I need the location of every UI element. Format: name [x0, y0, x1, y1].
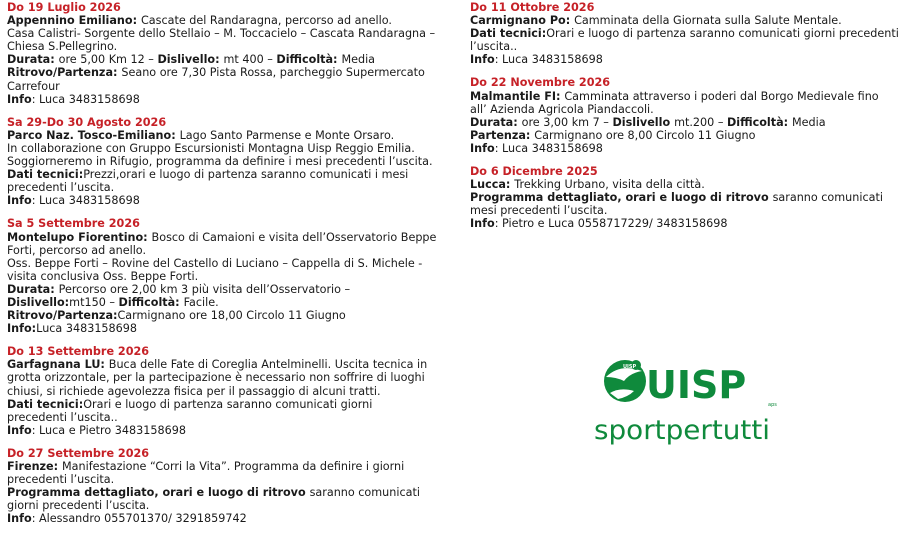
event-line: [470, 40, 915, 53]
left-event: [7, 345, 455, 437]
left-event: [7, 447, 455, 526]
event-text: : Alessandro 055701370/ 3291859742: [31, 512, 247, 526]
uisp-logo: [590, 357, 780, 457]
event-text: Media: [792, 115, 826, 129]
bold-label: Info: [7, 92, 32, 106]
event-text: Facile.: [183, 295, 219, 309]
event-text: Casa Calistri- Sorgente dello Stellaio – M. Toccacielo – Cascata Randaragna –: [7, 27, 436, 41]
event-text: l’uscita..: [470, 40, 518, 54]
bold-label: Lucca:: [470, 178, 515, 192]
event-line: [470, 90, 915, 103]
left-column: [7, 1, 455, 535]
event-line: [7, 398, 455, 411]
bold-label: Garfagnana LU:: [7, 358, 109, 372]
event-line: [7, 168, 455, 181]
right-column: [470, 1, 915, 241]
event-line: [7, 371, 455, 384]
event-text: Carrefour: [7, 79, 60, 93]
event-line: [7, 270, 455, 283]
event-line: [7, 283, 455, 296]
event-text: giorni precedenti l’uscita.: [7, 499, 150, 513]
event-text: Seano ore 7,30 Pista Rossa, parcheggio Supermercato: [121, 66, 425, 80]
event-date: Sa 29-Do 30 Agosto 2026: [7, 115, 167, 129]
bold-label: Dati tecnici:: [7, 168, 84, 182]
event-line: [470, 103, 915, 116]
bold-label: Difficoltà:: [118, 295, 184, 309]
event-text: grotta orizzontale, per la partecipazione è necessario non soffrire di luoghi: [7, 371, 425, 385]
event-text: Orari e luogo di partenza saranno comunicati giorni: [83, 397, 373, 411]
event-text: Manifestazione “Corri la Vita”. Programma da definire i giorni: [62, 460, 405, 473]
bold-label: Ritrovo/Partenza:: [7, 309, 118, 323]
bold-label: Dislivello:: [157, 53, 224, 67]
event-text: precedenti l’uscita..: [7, 410, 118, 424]
event-line: [7, 296, 455, 309]
right-event: [470, 76, 915, 155]
event-text: Orari e luogo di partenza saranno comunicati giorni precedenti: [546, 27, 899, 41]
event-line: [7, 27, 455, 40]
bold-label: Info: [7, 423, 32, 437]
event-text: Bosco di Camaioni e visita dell’Osservatorio Beppe: [151, 230, 437, 244]
event-text: Soggiorneremo in Rifugio, programma da definire i mesi precedenti l’uscita.: [7, 155, 433, 169]
event-line: [7, 181, 455, 194]
event-line: [7, 129, 455, 142]
event-line: [7, 231, 455, 244]
bold-label: Difficoltà:: [276, 53, 342, 67]
event-text: ore 5,00 Km 12 –: [58, 53, 158, 67]
event-line: [7, 322, 455, 335]
bold-label: Programma dettagliato, orari e luogo di ritrovo: [7, 486, 310, 500]
left-event: [7, 217, 455, 335]
event-line: [470, 27, 915, 40]
event-line: [7, 499, 455, 512]
event-text: : Luca 3483158698: [31, 92, 140, 106]
bold-label: Info: [470, 53, 495, 67]
runner-emblem-icon: [604, 360, 646, 402]
event-line: [7, 80, 455, 93]
bold-label: Parco Naz. Tosco-Emiliano:: [7, 128, 180, 142]
event-text: Media: [341, 53, 376, 67]
event-text: Cascate del Randaragna, percorso ad anello.: [140, 14, 392, 28]
event-line: [470, 142, 915, 155]
bold-label: Durata:: [470, 115, 522, 129]
event-line: [7, 486, 455, 499]
event-line: [7, 385, 455, 398]
event-line: [7, 309, 455, 322]
event-text: : Luca 3483158698: [494, 141, 603, 155]
event-text: precedenti l’uscita.: [7, 473, 115, 487]
logo-aps: aps: [768, 402, 777, 408]
bold-label: Appennino Emiliano:: [7, 14, 141, 28]
event-text: Percorso ore 2,00 km 3 più visita dell’Osservatorio –: [58, 282, 351, 296]
event-line: [470, 178, 915, 191]
event-line: [7, 93, 455, 106]
event-text: Luca 3483158698: [36, 322, 138, 336]
bold-label: Info: [7, 512, 32, 526]
event-text: all’ Azienda Agricola Piandaccoli.: [470, 102, 654, 116]
bold-label: Info: [470, 217, 495, 231]
event-date: Sa 5 Settembre 2026: [7, 217, 140, 231]
logo-tagline: sportpertutti: [594, 415, 770, 446]
bold-label: Dislivello: [612, 115, 675, 129]
bold-label: Firenze:: [7, 460, 63, 473]
event-text: mt150 –: [69, 295, 119, 309]
event-text: Prezzi,orari e luogo di partenza saranno comunicati i mesi: [83, 168, 409, 182]
right-event: [470, 1, 915, 66]
logo-wordmark: UISP: [646, 363, 747, 407]
event-text: Carmignano ore 18,00 Circolo 11 Giugno: [117, 309, 346, 323]
bold-label: Ritrovo/Partenza:: [7, 66, 122, 80]
event-line: [7, 257, 455, 270]
event-text: Lago Santo Parmense e Monte Orsaro.: [179, 128, 395, 142]
event-line: [470, 14, 915, 27]
event-text: In collaborazione con Gruppo Escursionisti Montagna Uisp Reggio Emilia.: [7, 141, 415, 155]
event-line: [7, 473, 455, 486]
bold-label: Durata:: [7, 282, 59, 296]
event-date: Do 22 Novembre 2026: [470, 76, 611, 90]
event-text: mt 400 –: [223, 53, 277, 67]
event-line: [470, 116, 915, 129]
event-text: mt.200 –: [674, 115, 727, 129]
event-text: Forti, percorso ad anello.: [7, 243, 147, 257]
event-line: [7, 424, 455, 437]
bold-label: Malmantile FI:: [470, 89, 565, 103]
event-date: Do 27 Settembre 2026: [7, 446, 150, 460]
event-text: Camminata attraverso i poderi dal Borgo Medievale fino: [564, 89, 879, 103]
event-date: Do 13 Settembre 2026: [7, 345, 150, 359]
event-line: [7, 155, 455, 168]
event-text: : Luca 3483158698: [494, 53, 603, 67]
event-line: [470, 204, 915, 217]
left-event: [7, 116, 455, 208]
event-line: [7, 66, 455, 79]
event-text: visita conclusiva Oss. Beppe Forti.: [7, 269, 199, 283]
event-text: Trekking Urbano, visita della città.: [514, 178, 705, 192]
bold-label: Info:: [7, 322, 37, 336]
bold-label: Dati tecnici:: [470, 27, 547, 41]
event-line: [7, 53, 455, 66]
event-line: [470, 191, 915, 204]
event-text: mesi precedenti l’uscita.: [470, 204, 608, 218]
bold-label: Dati tecnici:: [7, 397, 84, 411]
bold-label: Partenza:: [470, 128, 535, 142]
event-text: : Pietro e Luca 0558717229/ 3483158698: [494, 217, 728, 231]
event-line: [7, 244, 455, 257]
event-text: Carmignano ore 8,00 Circolo 11 Giugno: [534, 128, 756, 142]
event-text: : Luca 3483158698: [31, 194, 140, 208]
bold-label: Dislivello:: [7, 295, 70, 309]
event-line: [470, 53, 915, 66]
bold-label: Programma dettagliato, orari e luogo di ritrovo: [470, 191, 773, 205]
event-text: : Luca e Pietro 3483158698: [31, 423, 186, 437]
bold-label: Durata:: [7, 53, 59, 67]
bold-label: Difficoltà:: [726, 115, 792, 129]
event-date: Do 11 Ottobre 2026: [470, 1, 595, 14]
event-line: [7, 512, 455, 525]
event-line: [7, 194, 455, 207]
bold-label: Info: [7, 194, 32, 208]
event-date: Do 19 Luglio 2026: [7, 1, 121, 14]
event-text: Chiesa S.Pellegrino.: [7, 40, 118, 54]
bold-label: Info: [470, 141, 495, 155]
event-line: [7, 358, 455, 371]
event-line: [7, 14, 455, 27]
right-event: [470, 165, 915, 230]
event-text: Camminata della Giornata sulla Salute Mentale.: [574, 14, 842, 28]
event-line: [7, 411, 455, 424]
event-text: saranno comunicati: [309, 486, 420, 500]
bold-label: Carmignano Po:: [470, 14, 575, 28]
event-text: ore 3,00 km 7 –: [521, 115, 613, 129]
event-text: Oss. Beppe Forti – Rovine del Castello di Luciano – Cappella di S. Michele -: [7, 256, 423, 270]
event-line: [470, 217, 915, 230]
event-date: Do 6 Dicembre 2025: [470, 165, 598, 179]
event-line: [7, 40, 455, 53]
logo-small-text: UISP: [623, 364, 637, 370]
event-line: [7, 460, 455, 473]
event-line: [7, 142, 455, 155]
bold-label: Montelupo Fiorentino:: [7, 230, 152, 244]
event-text: precedenti l’uscita.: [7, 181, 115, 195]
event-text: saranno comunicati: [772, 191, 883, 205]
event-text: Buca delle Fate di Coreglia Antelminelli. Uscita tecnica in: [108, 358, 428, 372]
left-event: [7, 1, 455, 106]
event-line: [470, 129, 915, 142]
event-text: chiusi, si richiede agevolezza fisica per il passaggio di alcuni tratti.: [7, 384, 381, 398]
